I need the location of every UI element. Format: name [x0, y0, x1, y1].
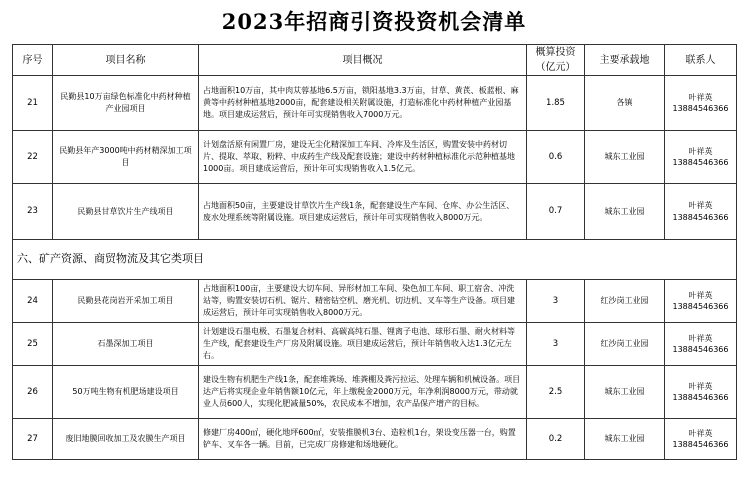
- investment-amount: 3: [527, 323, 585, 366]
- project-overview: 计划建设石墨电极、石墨复合材料、高碳高纯石墨、锂离子电池、球形石墨、耐火材料等生产线，配套建设生产厂房及附属设施。项目建成运营后，预计年销售收入达1.3亿元左右。: [199, 323, 527, 366]
- contact-phone: 13884546366: [672, 440, 729, 449]
- row-no: 22: [13, 131, 53, 184]
- header-overview: 项目概况: [199, 45, 527, 76]
- project-overview: 建设生物有机肥生产线1条，配套堆粪场、堆粪棚及粪污拉运、处理车辆和机械设备。项目达产后将实现企业年销售额10亿元，年上缴税金2000万元，年净利润8000万元，带动就业人员600人，实现化肥减量50%，农民成本不增加，农产品保产增产的目标。: [199, 366, 527, 419]
- header-location: 主要承载地: [585, 45, 665, 76]
- location: 城东工业园: [585, 366, 665, 419]
- table-row: [13, 280, 737, 323]
- project-overview: 修建厂房400㎡，硬化地坪600㎡，安装推膜机3台、造粒机1台，架设变压器一台，购置铲车、叉车各一辆。目前，已完成厂房修建和场地硬化。: [199, 419, 527, 460]
- contact-phone: 13884546366: [672, 104, 729, 113]
- location: 各镇: [585, 76, 665, 131]
- contact-name: 叶祥英: [688, 92, 713, 102]
- project-table: [12, 44, 737, 460]
- table-row: [13, 366, 737, 419]
- row-no: 23: [13, 184, 53, 240]
- contact-phone: 13884546366: [672, 158, 729, 167]
- contact-phone: 13884546366: [672, 345, 729, 354]
- location: 红沙岗工业园: [585, 323, 665, 366]
- row-no: 24: [13, 280, 53, 323]
- contact-phone: 13884546366: [672, 302, 729, 311]
- row-no: 25: [13, 323, 53, 366]
- contact-name: 叶祥英: [688, 290, 713, 300]
- investment-amount: 0.6: [527, 131, 585, 184]
- location: 城东工业园: [585, 131, 665, 184]
- project-overview: 占地面积10万亩，其中肉苁蓉基地6.5万亩，锁阳基地3.3万亩，甘草、黄芪、板蓝根、麻黄等中药材种植基地2000亩，配套建设相关附属设施，打造标准化中药材种植产业园基地。项目建成运营后，预计年可实现销售收入7000万元。: [199, 76, 527, 131]
- header-contact: 联系人: [665, 45, 737, 76]
- investment-amount: 1.85: [527, 76, 585, 131]
- section-heading: 六、矿产资源、商贸物流及其它类项目: [13, 240, 737, 280]
- investment-amount: 2.5: [527, 366, 585, 419]
- row-no: 26: [13, 366, 53, 419]
- project-name: 石墨深加工项目: [53, 323, 199, 366]
- project-name: 民勤县10万亩绿色标准化中药材种植产业园项目: [53, 76, 199, 131]
- contact: [665, 184, 737, 240]
- row-no: 21: [13, 76, 53, 131]
- table-row: [13, 419, 737, 460]
- contact-name: 叶祥英: [688, 333, 713, 343]
- contact-name: 叶祥英: [688, 146, 713, 156]
- investment-amount: 0.7: [527, 184, 585, 240]
- contact: [665, 280, 737, 323]
- table-header-row: [13, 45, 737, 76]
- contact-phone: 13884546366: [672, 393, 729, 402]
- location: 红沙岗工业园: [585, 280, 665, 323]
- contact-phone: 13884546366: [672, 212, 729, 222]
- investment-amount: 0.2: [527, 419, 585, 460]
- investment-amount: 3: [527, 280, 585, 323]
- project-name: 民勤县花岗岩开采加工项目: [53, 280, 199, 323]
- contact: [665, 419, 737, 460]
- contact: [665, 131, 737, 184]
- section-row: [13, 240, 737, 280]
- table-row: [13, 323, 737, 366]
- project-name: 民勤县年产3000吨中药材精深加工项目: [53, 131, 199, 184]
- contact-name: 叶祥英: [688, 201, 713, 211]
- contact-name: 叶祥英: [688, 381, 713, 391]
- header-no: 序号: [13, 45, 53, 76]
- project-name: 50万吨生物有机肥场建设项目: [53, 366, 199, 419]
- contact-name: 叶祥英: [688, 428, 713, 438]
- table-row: [13, 184, 737, 240]
- project-overview: 占地面积100亩，主要建设大切车间、异形材加工车间、染色加工车间、职工宿舍、冲洗站等，购置安装切石机、锯片、精密钻空机、磨光机、切边机、叉车等生产设备。项目建成运营后，预计年可实现销售收入8000万元。: [199, 280, 527, 323]
- contact: [665, 323, 737, 366]
- project-overview: 占地面积50亩，主要建设甘草饮片生产线1条，配套建设生产车间、仓库、办公生活区、废水处理系统等附属设施。项目建成运营后，预计年可实现销售收入8000万元。: [199, 184, 527, 240]
- page-title: 2023年招商引资投资机会清单: [221, 9, 527, 34]
- contact: [665, 76, 737, 131]
- project-name: 废旧地膜回收加工及农膜生产项目: [53, 419, 199, 460]
- location: 城东工业园: [585, 184, 665, 240]
- header-name: 项目名称: [53, 45, 199, 76]
- table-row: [13, 76, 737, 131]
- contact: [665, 366, 737, 419]
- project-name: 民勤县甘草饮片生产线项目: [53, 184, 199, 240]
- row-no: 27: [13, 419, 53, 460]
- header-investment: 概算投资（亿元）: [527, 45, 585, 76]
- project-overview: 计划盘活原有闲置厂房，建设无尘化精深加工车间、冷库及生活区，购置安装中药材切片、提取、萃取、粉粹、中成药生产线及配套设施；建设中药材种植标准化示范种植基地1000亩。项目建成运营后，预计年可实现销售收入1.5亿元。: [199, 131, 527, 184]
- table-row: [13, 131, 737, 184]
- location: 城东工业园: [585, 419, 665, 460]
